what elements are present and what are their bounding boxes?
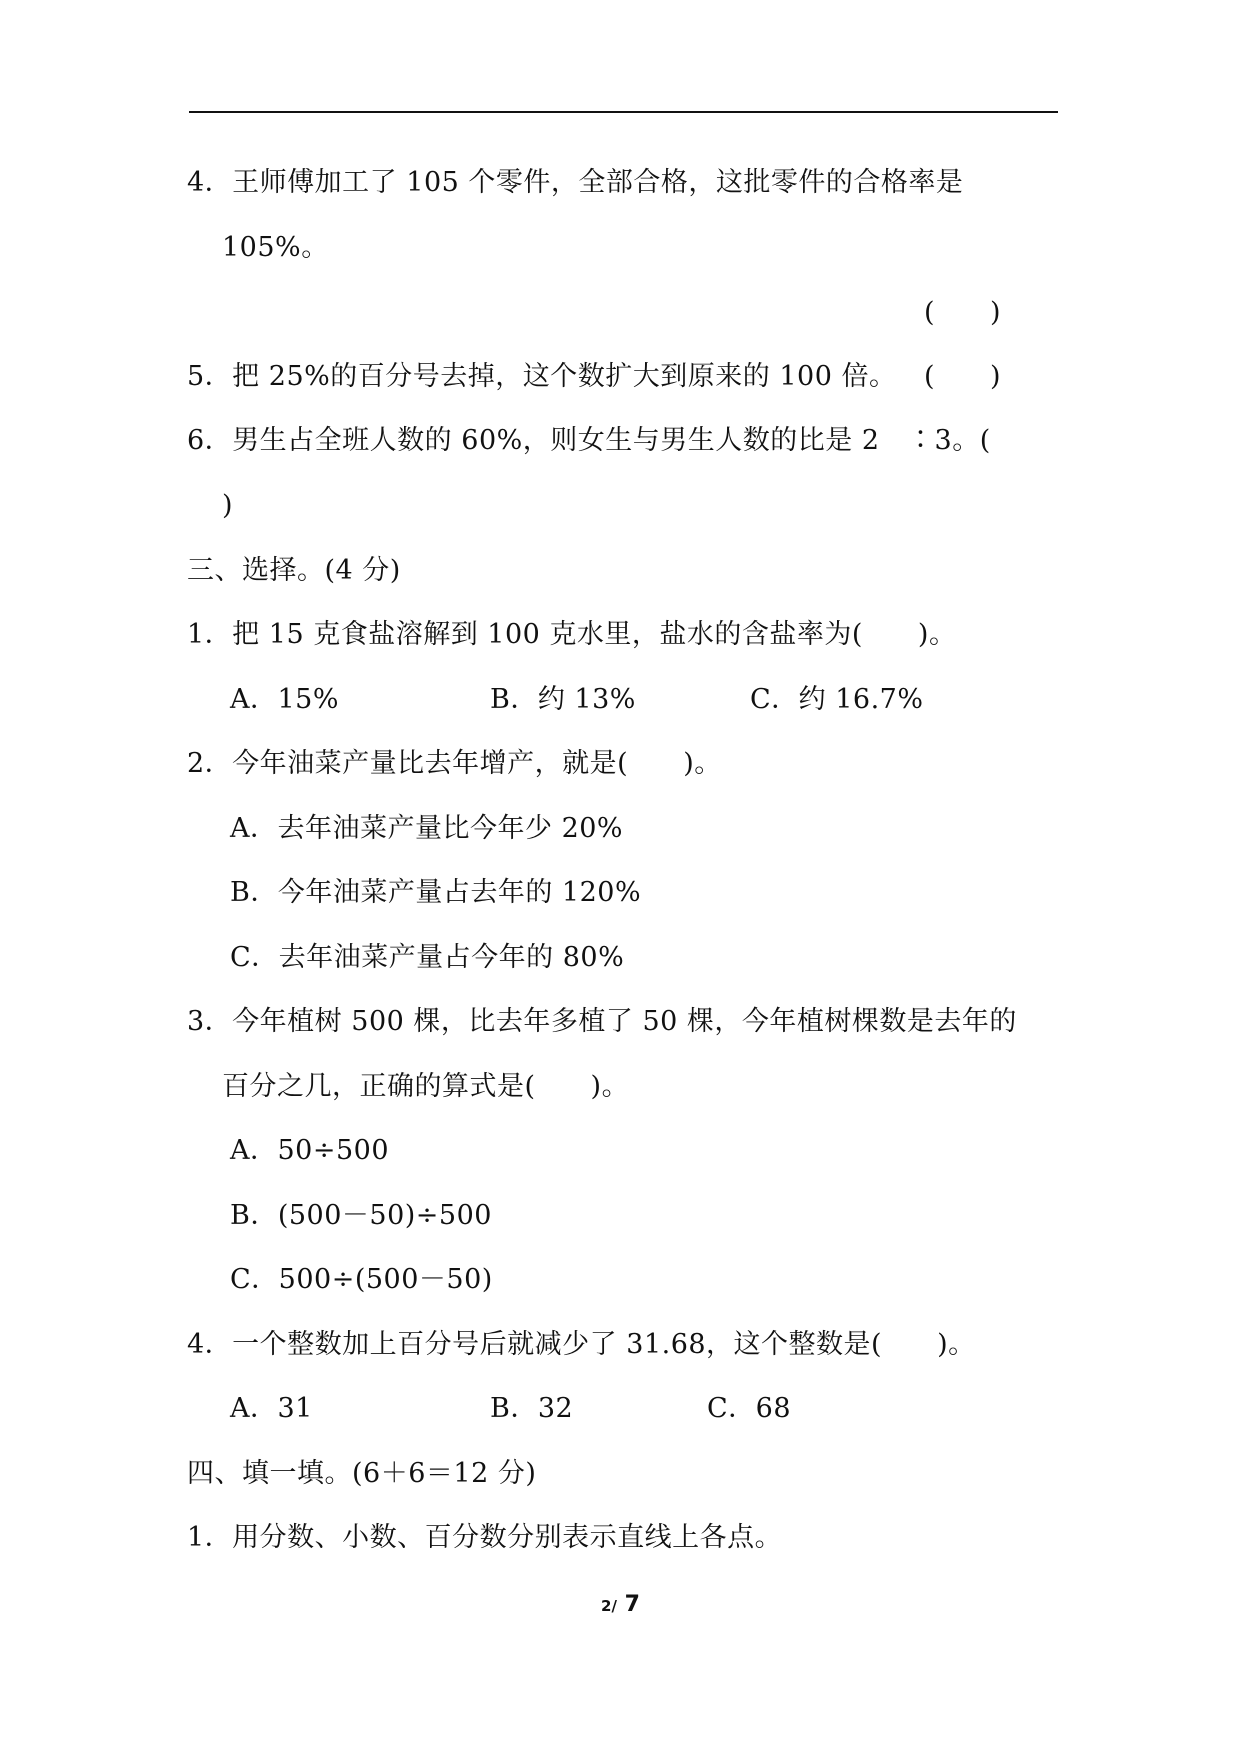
choice-q2-option-b: B．今年油菜产量占去年的 120% (230, 877, 642, 908)
judgement-q6-line1: 6．男生占全班人数的 60%，则女生与男生人数的比是 2 ∶3。( (187, 425, 991, 456)
page-number-total: 7 (624, 1592, 640, 1617)
choice-q3-option-a: A．50÷500 (230, 1135, 390, 1166)
choice-q1-stem: 1．把 15 克食盐溶解到 100 克水里，盐水的含盐率为( )。 (187, 619, 957, 650)
fill-q1-stem: 1．用分数、小数、百分数分别表示直线上各点。 (187, 1522, 783, 1553)
choice-q1-option-a: A．15% (230, 684, 340, 715)
page-number (0, 1590, 1241, 1621)
choice-q2-stem: 2．今年油菜产量比去年增产，就是( )。 (187, 748, 722, 779)
choice-q4-option-b: B．32 (490, 1393, 574, 1424)
choice-q3-option-b: B．(500－50)÷500 (230, 1200, 492, 1231)
judgement-q4-line2: 105%。 (222, 232, 329, 263)
choice-q4-option-c: C．68 (707, 1393, 792, 1424)
choice-q3-option-c: C．500÷(500－50) (230, 1264, 493, 1295)
choice-q3-stem-line2: 百分之几，正确的算式是( )。 (222, 1071, 630, 1102)
judgement-q6-line2: ) (222, 490, 234, 521)
section-heading-choice: 三、选择。(4 分) (187, 555, 401, 586)
choice-q3-stem-line1: 3．今年植树 500 棵，比去年多植了 50 棵，今年植树棵数是去年的 (187, 1006, 1017, 1037)
choice-q2-option-a: A．去年油菜产量比今年少 20% (230, 813, 624, 844)
choice-q4-stem: 4．一个整数加上百分号后就减少了 31.68，这个整数是( )。 (187, 1329, 976, 1360)
section-heading-fill: 四、填一填。(6＋6＝12 分) (187, 1458, 537, 1489)
judgement-q4-line1: 4．王师傅加工了 105 个零件，全部合格，这批零件的合格率是 (187, 167, 964, 198)
choice-q2-option-c: C．去年油菜产量占今年的 80% (230, 942, 625, 973)
header-rule (189, 111, 1058, 113)
choice-q1-option-c: C．约 16.7% (750, 684, 924, 715)
choice-q1-option-b: B．约 13% (490, 684, 636, 715)
judgement-q5: 5．把 25%的百分号去掉，这个数扩大到原来的 100 倍。 (187, 361, 897, 392)
page-number-current: 2/ (601, 1597, 617, 1615)
judgement-q4-answer-bracket: ( ) (924, 297, 1002, 328)
choice-q4-option-a: A．31 (230, 1393, 313, 1424)
judgement-q5-answer-bracket: ( ) (924, 361, 1002, 392)
